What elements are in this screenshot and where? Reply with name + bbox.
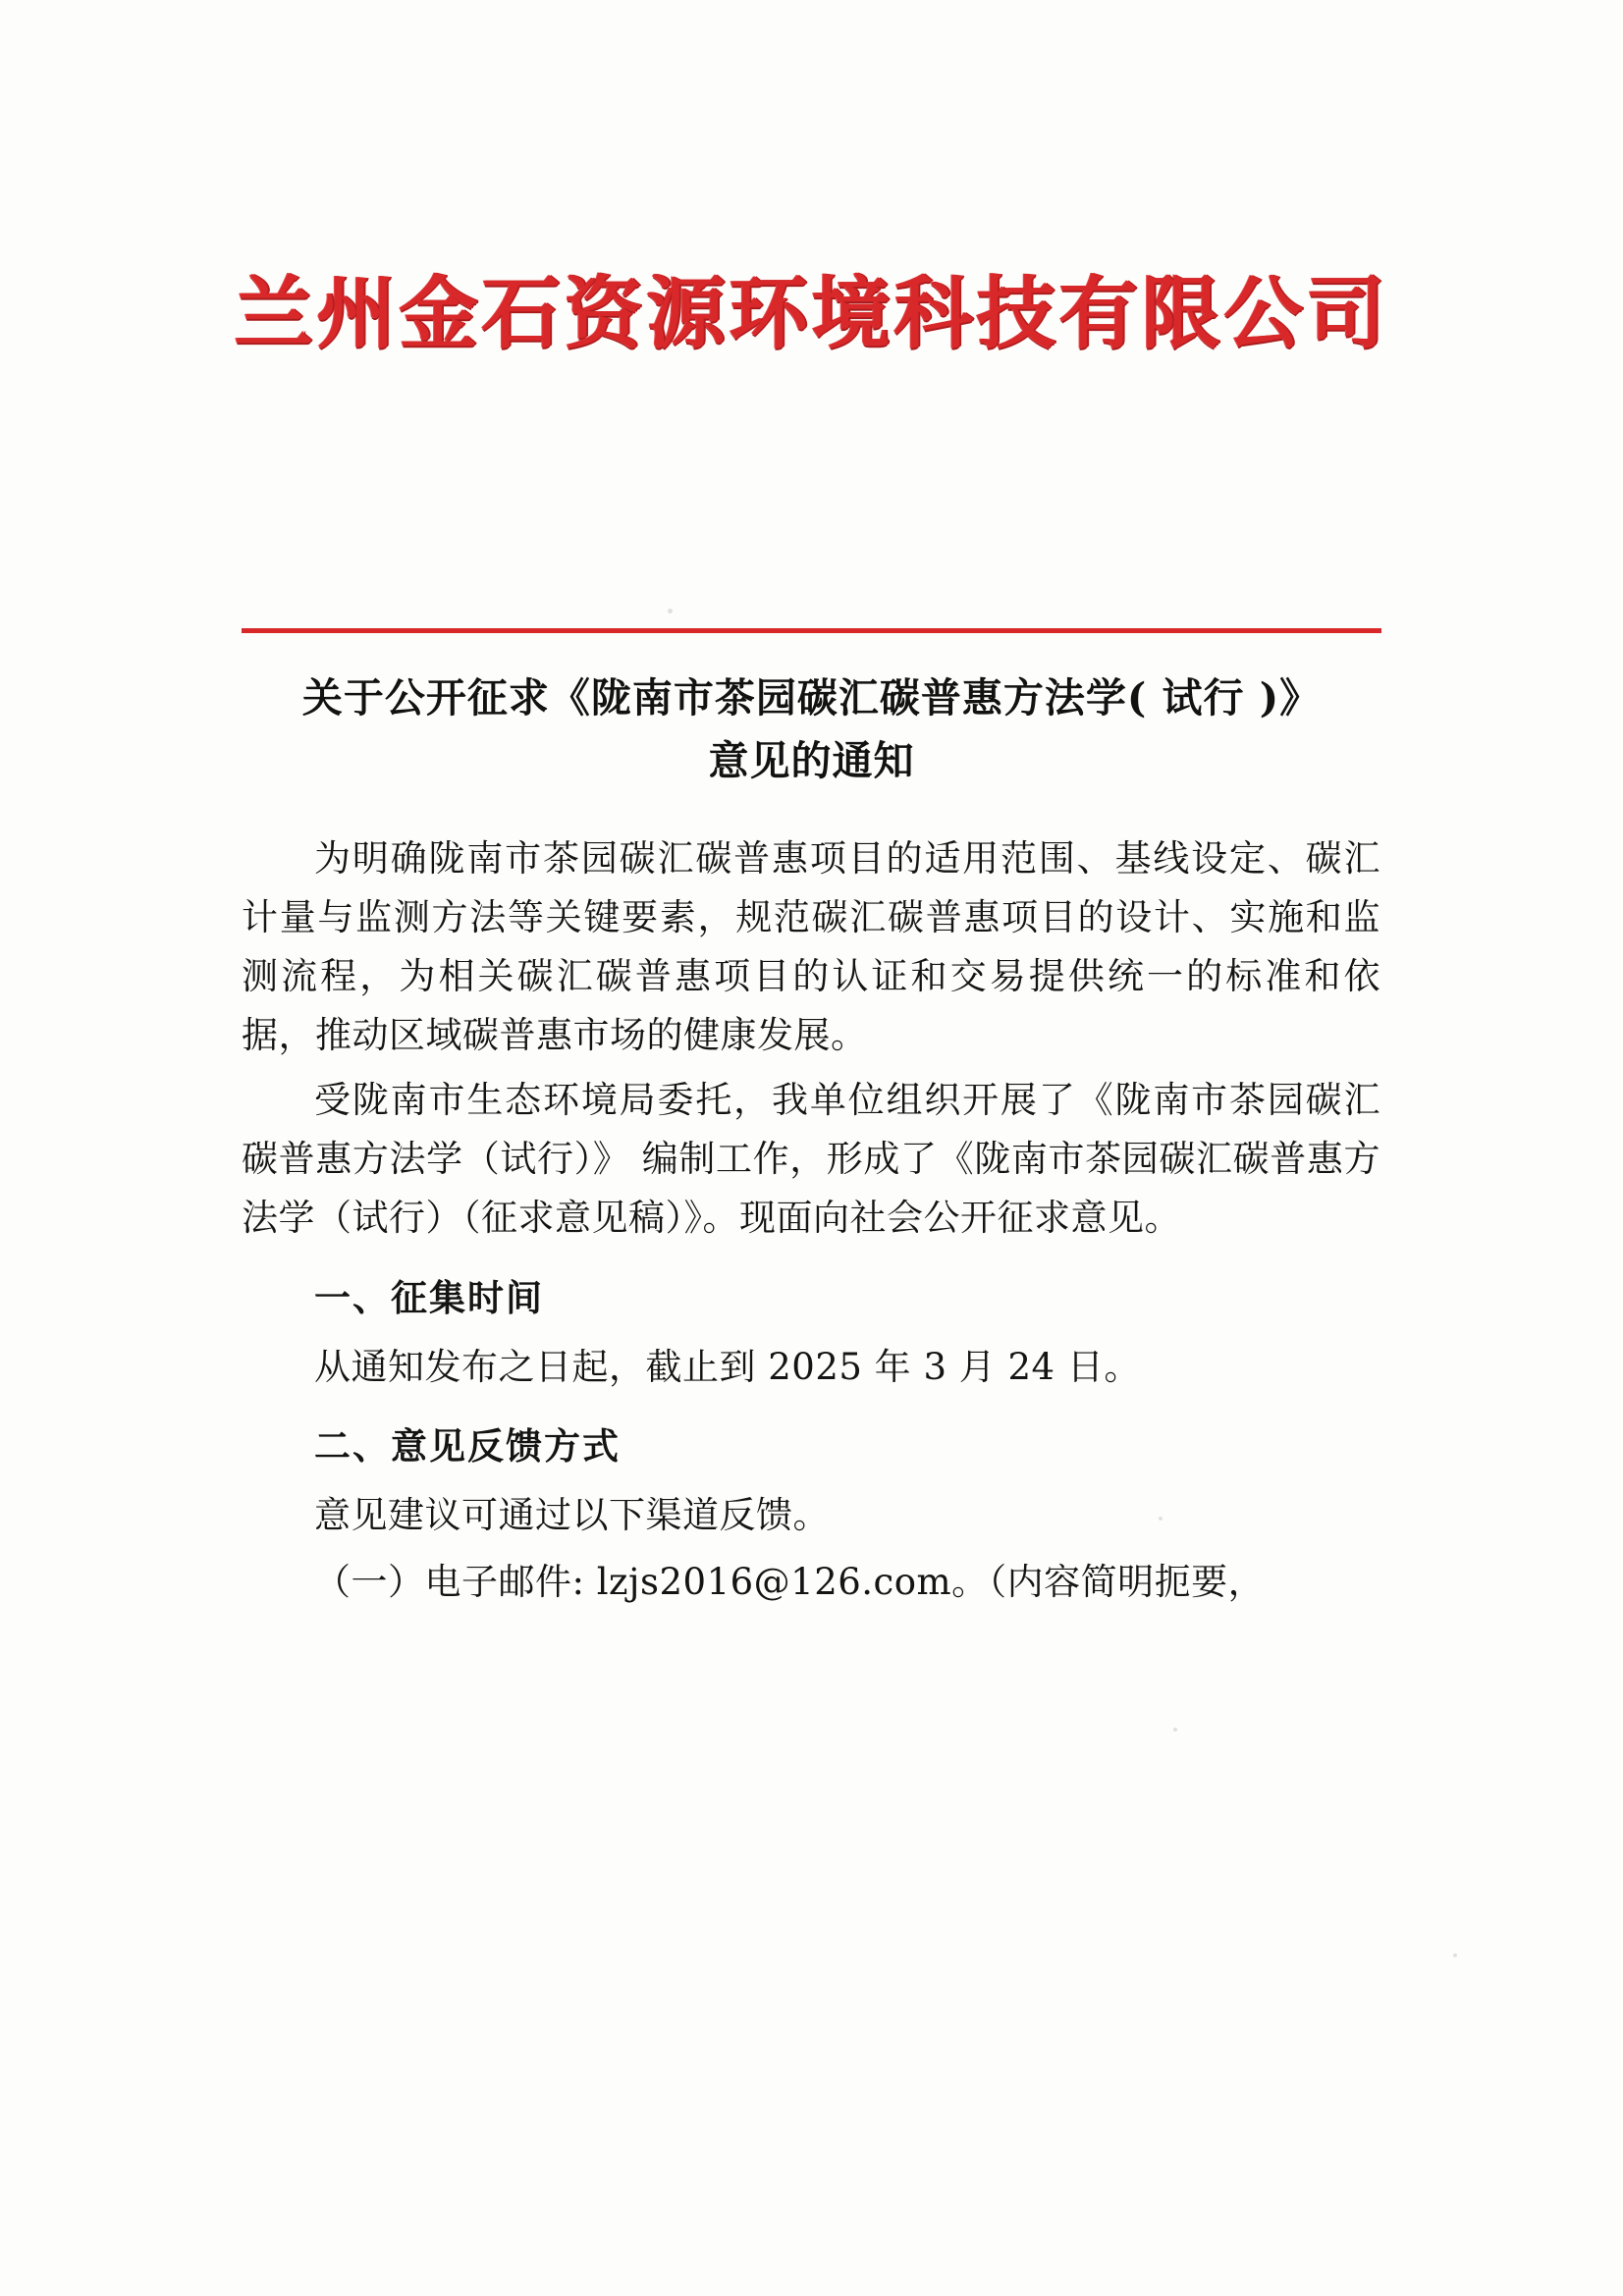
company-name: 兰州金石资源环境科技有限公司: [234, 267, 1389, 359]
section-content-1: 从通知发布之日起，截止到 2025 年 3 月 24 日。: [314, 1345, 1141, 1388]
document-title-line-1: 关于公开征求《陇南市茶园碳汇碳普惠方法学( 试行 )》: [301, 674, 1322, 721]
document-title-line-2: 意见的通知: [708, 736, 915, 784]
scan-artifact: [1159, 1517, 1163, 1521]
paragraph-1: 为明确陇南市茶园碳汇碳普惠项目的适用范围、基线设定、碳汇计量与监测方法等关键要素，规范碳汇碳普惠项目的设计、实施和监测流程，为相关碳汇碳普惠项目的认证和交易提供统一的标准和依据，推动区域碳普惠市场的健康发展。: [242, 837, 1380, 1056]
scan-artifact: [1453, 1953, 1457, 1957]
document-body: [242, 829, 1380, 1620]
paragraph-2: 受陇南市生态环境局委托，我单位组织开展了《陇南市茶园碳汇碳普惠方法学（试行）》 编制工作，形成了《陇南市茶园碳汇碳普惠方法学（试行）（征求意见稿）》。现面向社会公开征求意见。: [242, 1078, 1380, 1239]
document-title: [242, 667, 1381, 792]
section-heading-1: 一、征集时间: [314, 1275, 544, 1319]
feedback-channel-item-1: （一）电子邮件: lzjs2016@126.com。（内容简明扼要，: [314, 1561, 1266, 1604]
section-content-2: 意见建议可通过以下渠道反馈。: [314, 1494, 830, 1537]
section-heading-2: 二、意见反馈方式: [314, 1424, 621, 1468]
letterhead: [0, 250, 1623, 363]
scan-artifact: [1173, 1728, 1177, 1732]
scan-artifact: [668, 609, 673, 614]
header-divider-line: [242, 628, 1381, 633]
